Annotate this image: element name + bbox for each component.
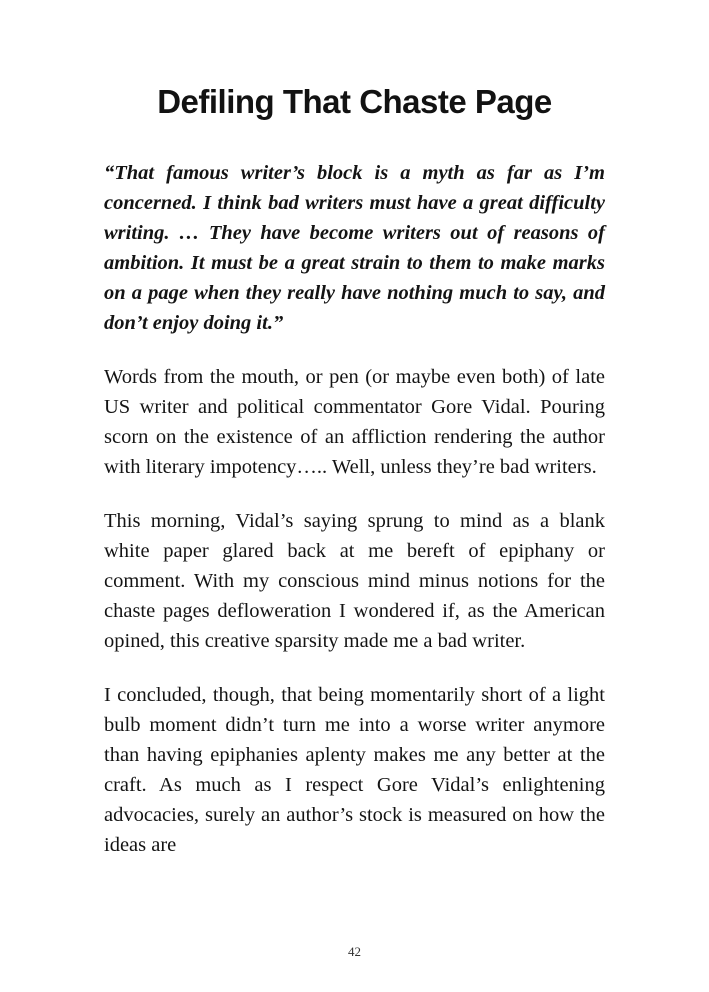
page-title: Defiling That Chaste Page	[157, 83, 552, 120]
quote-paragraph: “That famous writer’s block is a myth as far as I’m concerned. I think bad writers must have a great difficulty writing. … They have become writers out of reasons of ambition. It must be a great strain to them to make marks on a page when they really have nothing much to say, and don’t enjoy doing it.”	[104, 161, 605, 334]
body-paragraph-3: I concluded, though, that being momentarily short of a light bulb moment didn’t turn me into a worse writer anymore than having epiphanies aplenty makes me any better at the craft. As much as I respect Gore Vidal’s enlightening advocacies, surely an author’s stock is measured on how the ideas are	[104, 683, 605, 856]
page-number: 42	[348, 944, 361, 959]
body-paragraph-2: This morning, Vidal’s saying sprung to mind as a blank white paper glared back at me bereft of epiphany or comment. With my conscious mind minus notions for the chaste pages defloweration I wondered if, as the American opined, this creative sparsity made me a bad writer.	[104, 509, 605, 652]
body-paragraph-1: Words from the mouth, or pen (or maybe even both) of late US writer and political commentator Gore Vidal. Pouring scorn on the existence of an affliction rendering the author with literary impotency….. Well, unless they’re bad writers.	[104, 365, 605, 478]
